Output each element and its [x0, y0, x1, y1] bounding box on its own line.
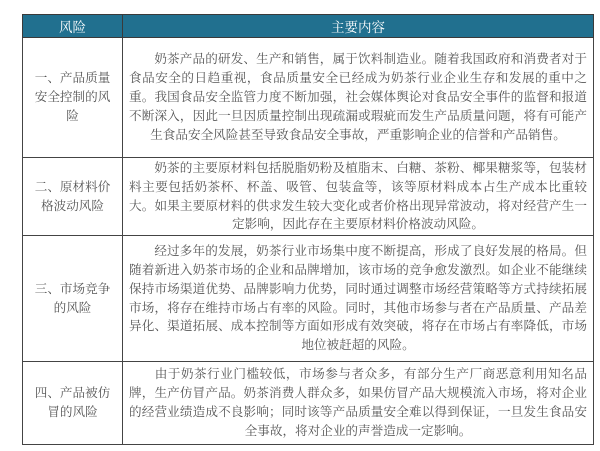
- risk-content-cell: [123, 38, 594, 158]
- table-header-row: [23, 15, 594, 38]
- table-row: [23, 38, 594, 158]
- header-risk: 风险: [23, 15, 123, 38]
- table-row: [23, 236, 594, 362]
- risk-table: [22, 14, 594, 445]
- risk-content-cell: [123, 158, 594, 236]
- risk-content-text: 经过多年的发展，奶茶行业市场集中度不断提高，形成了良好发展的格局。但随着新进入奶茶市场的企业和品牌增加，该市场的竞争愈发激烈。如企业不能继续保持市场渠道优势、品牌影响力优势，同时通过调整市场经营策略等方式持续拓展市场，将存在维持市场占有率的风险。同时，其他市场参与者在产品质量、产品差异化、渠道拓展、成本控制等方面如形成有效突破，将存在市场占有率降低，市场地位被赶超的风险。: [129, 242, 587, 353]
- header-content: 主要内容: [123, 15, 594, 38]
- risk-name-cell: 二、原材料价格波动风险: [23, 158, 123, 236]
- risk-name-cell: 一、产品质量安全控制的风险: [23, 38, 123, 158]
- risk-name-cell: 三、市场竞争的风险: [23, 236, 123, 362]
- risk-content-text: 由于奶茶行业门槛较低，市场参与者众多，有部分生产厂商恶意利用知名品牌，生产仿冒产品。奶茶消费人群众多，如果仿冒产品大规模流入市场，将对企业的经营业绩造成不良影响；同时该等产品质量安全难以得到保证，一旦发生食品安全事故，将对企业的声誉造成一定影响。: [129, 366, 587, 438]
- risk-content-text: 奶茶的主要原材料包括脱脂奶粉及植脂末、白糖、茶粉、椰果糖浆等，包装材料主要包括奶茶杯、杯盖、吸管、包装盒等，该等原材料成本占生产成本比重较大。如果主要原材料的供求发生较大变化或者价格出现异常波动，将对经营产生一定影响，因此存在主要原材料价格波动风险。: [129, 159, 587, 232]
- risk-content-cell: [123, 362, 594, 445]
- table-row: [23, 362, 594, 445]
- risk-content-cell: [123, 236, 594, 362]
- risk-content-text: 奶茶产品的研发、生产和销售，属于饮料制造业。随着我国政府和消费者对于食品安全的日趋重视，食品质量安全已经成为奶茶行业企业生存和发展的重中之重。我国食品安全监管力度不断加强，社会媒体舆论对食品安全事件的监督和报道不断深入，因此一旦因质量控制出现疏漏或瑕疵而发生产品质量问题，将有可能产生食品安全风险甚至导致食品安全事故，严重影响企业的信誉和产品销售。: [129, 51, 587, 142]
- table-row: [23, 158, 594, 236]
- risk-name-cell: 四、产品被仿冒的风险: [23, 362, 123, 445]
